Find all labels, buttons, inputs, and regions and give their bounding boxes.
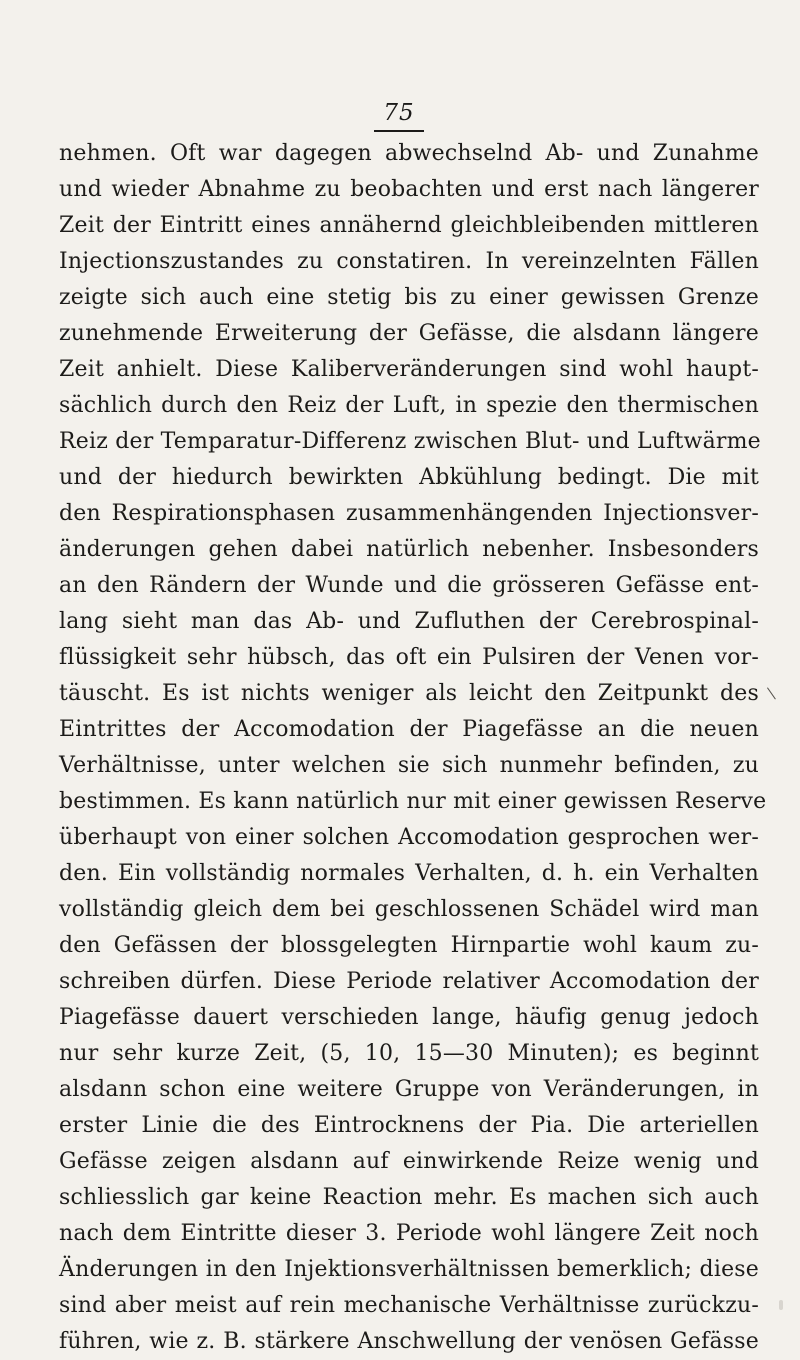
- paper-speck: [779, 1300, 783, 1310]
- text-line: nach dem Eintritte dieser 3. Periode wohl längere Zeit noch: [59, 1221, 759, 1246]
- text-line: nur sehr kurze Zeit, (5, 10, 15—30 Minuten); es beginnt: [59, 1041, 759, 1066]
- text-line: sind aber meist auf rein mechanische Verhältnisse zurückzu-: [59, 1293, 759, 1318]
- body-text: [59, 136, 767, 1360]
- text-line: alsdann schon eine weitere Gruppe von Veränderungen, in: [59, 1077, 759, 1102]
- margin-pencil-mark: [764, 688, 772, 704]
- text-line: Eintrittes der Accomodation der Piagefässe an die neuen: [59, 717, 759, 742]
- text-line: bestimmen. Es kann natürlich nur mit einer gewissen Reserve: [59, 789, 767, 814]
- text-line: und der hiedurch bewirkten Abkühlung bedingt. Die mit: [59, 465, 759, 490]
- text-line: an den Rändern der Wunde und die grösseren Gefässe ent-: [59, 573, 759, 598]
- text-line: den Gefässen der blossgelegten Hirnpartie wohl kaum zu-: [59, 933, 759, 958]
- text-line: vollständig gleich dem bei geschlossenen Schädel wird man: [59, 897, 759, 922]
- text-line: überhaupt von einer solchen Accomodation gesprochen wer-: [59, 825, 759, 850]
- text-line: Zeit der Eintritt eines annähernd gleichbleibenden mittleren: [59, 213, 759, 238]
- text-line: Gefässe zeigen alsdann auf einwirkende Reize wenig und: [59, 1149, 759, 1174]
- text-line: den. Ein vollständig normales Verhalten, d. h. ein Verhalten: [59, 861, 759, 886]
- text-line: führen, wie z. B. stärkere Anschwellung der venösen Gefässe: [59, 1329, 759, 1354]
- text-line: täuscht. Es ist nichts weniger als leicht den Zeitpunkt des: [59, 681, 759, 706]
- text-line: änderungen gehen dabei natürlich nebenher. Insbesonders: [59, 537, 759, 562]
- text-line: erster Linie die des Eintrocknens der Pia. Die arteriellen: [59, 1113, 759, 1138]
- text-line: nehmen. Oft war dagegen abwechselnd Ab- und Zunahme: [59, 141, 759, 166]
- text-line: Reiz der Temparatur-Differenz zwischen Blut- und Luftwärme: [59, 429, 761, 454]
- page-number: 75: [374, 96, 424, 132]
- text-line: lang sieht man das Ab- und Zufluthen der Cerebrospinal-: [59, 609, 759, 634]
- text-line: zeigte sich auch eine stetig bis zu einer gewissen Grenze: [59, 285, 759, 310]
- text-line: Änderungen in den Injektionsverhältnissen bemerklich; diese: [59, 1257, 759, 1282]
- text-line: schreiben dürfen. Diese Periode relativer Accomodation der: [59, 969, 759, 994]
- text-line: Injectionszustandes zu constatiren. In vereinzelnten Fällen: [59, 249, 759, 274]
- text-line: zunehmende Erweiterung der Gefässe, die alsdann längere: [59, 321, 759, 346]
- text-line: den Respirationsphasen zusammenhängenden Injectionsver-: [59, 501, 759, 526]
- text-line: schliesslich gar keine Reaction mehr. Es machen sich auch: [59, 1185, 759, 1210]
- text-line: Verhältnisse, unter welchen sie sich nunmehr befinden, zu: [59, 753, 759, 778]
- text-line: flüssigkeit sehr hübsch, das oft ein Pulsiren der Venen vor-: [59, 645, 759, 670]
- text-line: und wieder Abnahme zu beobachten und erst nach längerer: [59, 177, 759, 202]
- text-line: Zeit anhielt. Diese Kaliberveränderungen sind wohl haupt-: [59, 357, 759, 382]
- text-line: Piagefässe dauert verschieden lange, häufig genug jedoch: [59, 1005, 759, 1030]
- text-line: sächlich durch den Reiz der Luft, in spezie den thermischen: [59, 393, 759, 418]
